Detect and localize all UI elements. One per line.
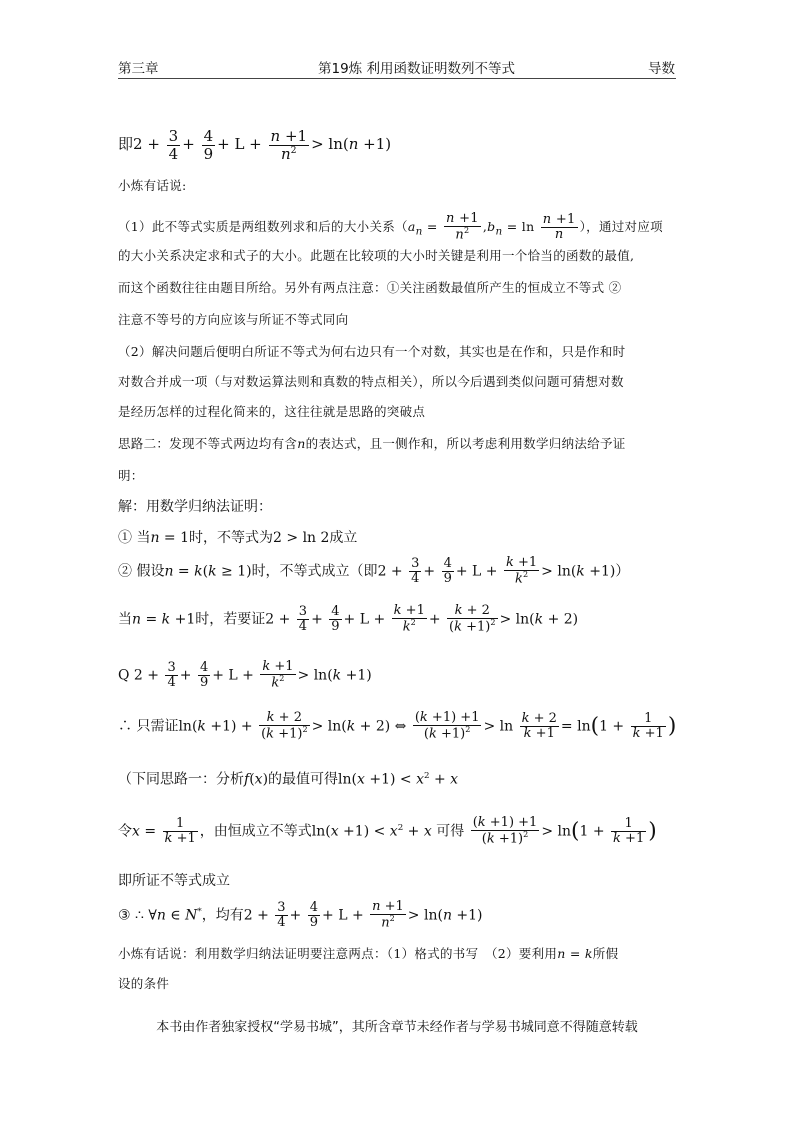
header-chapter: 第三章 xyxy=(118,61,159,77)
step2-line: ② 假设n = k(k ≥ 1)时，不等式成立（即2 + $\frac{3}{4}$ + $\frac{4}{9}$ + L + $\frac{k +1}{k^2}$ > ln(k +1)） xyxy=(118,555,630,587)
step8-line: ③ ∴ ∀n ∈ N*，均有2 + $\frac{3}{4}$ + $\frac{4}{9}$ + L + $\frac{n +1}{n^2}$ > ln(n +1) xyxy=(118,899,483,931)
idea2-line2: 明： xyxy=(118,468,144,483)
idea2-line1: 思路二：发现不等式两边均有含n的表达式，且一侧作和，所以考虑利用数学归纳法给予证 xyxy=(118,436,626,451)
comment-p2-line3: 是经历怎样的过程化简来的，这往往就是思路的突破点 xyxy=(118,404,426,419)
comment2-line1: 小炼有话说：利用数学归纳法证明要注意两点：（1）格式的书写 （2）要利用n = k所假 xyxy=(118,946,619,961)
step1-line: ① 当n = 1时，不等式为2 > ln 2成立 xyxy=(118,530,358,546)
comment-p1-line3: 而这个函数往往由题目所给。另外有两点注意：①关注函数最值所产生的恒成立不等式 ② xyxy=(118,280,622,295)
step6-line: （下同思路一：分析f(x)的最值可得$\ln(x +1) < x^2 + x$ xyxy=(118,771,459,788)
comment-p2-line1: （2）解决问题后便明白所证不等式为何右边只有一个对数，其实也是在作和，只是作和时 xyxy=(118,344,626,359)
conclusion-text: 即所证不等式成立 xyxy=(118,873,230,889)
comment-p2-line2: 对数合并成一项（与对数运算法则和真数的特点相关），所以今后遇到类似问题可猜想对数 xyxy=(118,374,624,389)
step5-line: ∴ 只需证ln(k +1) + $\frac{k + 2}{(k +1)^2}$ > ln(k + 2) ⇔ $\frac{(k +1) +1}{(k +1)^2}$ > ln $\frac{k + 2}{k +1}$ = ln(1 + $\frac{1}{k +1}$ ) xyxy=(118,710,677,742)
step3-line: 当n = k +1时，若要证2 + $\frac{3}{4}$ + $\frac{4}{9}$ + L + $\frac{k +1}{k^2}$ + $\frac{k + 2}{(k +1)^2}$ > ln(k + 2) xyxy=(118,603,579,635)
comment-p1-line2: 的大小关系决定求和式子的大小。此题在比较项的大小时关键是利用一个恰当的函数的最值, xyxy=(118,248,635,263)
step7-line: 令x = $\frac{1}{k +1}$ ，由恒成立不等式$\ln(x +1) < x^2 + x$ 可得 $\frac{(k +1) +1}{(k +1)^2}$ > ln(1 + $\frac{1}{k +1}$ ) xyxy=(118,815,657,847)
header-rule xyxy=(118,78,676,79)
solution-heading: 解：用数学归纳法证明： xyxy=(118,499,272,515)
comment2-line2: 设的条件 xyxy=(118,976,170,991)
header-section: 导数 xyxy=(648,61,675,77)
header-title: 第19炼 利用函数证明数列不等式 xyxy=(318,61,515,77)
comment-p1-line4: 注意不等号的方向应该与所证不等式同向 xyxy=(118,312,349,327)
comment-p1-line1: （1）此不等式实质是两组数列求和后的大小关系（$a_n$ = $\frac{n +1}{n^2}$ $,b_n = \ln$ $\frac{n +1}{n}$ ），通过对应项 xyxy=(118,211,663,243)
ji-prefix: 即 xyxy=(118,135,134,153)
conclusion-formula-line: 即2 + $\frac{3}{4}$ + $\frac{4}{9}$ + L + $\frac{n +1}{n^2}$ > ln(n +1) xyxy=(118,127,392,163)
copyright-footer: 本书由作者独家授权“学易书城”，其所含章节未经作者与学易书城同意不得随意转载 xyxy=(156,1020,638,1035)
step4-line: Q 2 + $\frac{3}{4}$ + $\frac{4}{9}$ + L + $\frac{k +1}{k^2}$ > ln(k +1) xyxy=(118,659,372,691)
comment-title: 小炼有话说: xyxy=(118,178,187,193)
